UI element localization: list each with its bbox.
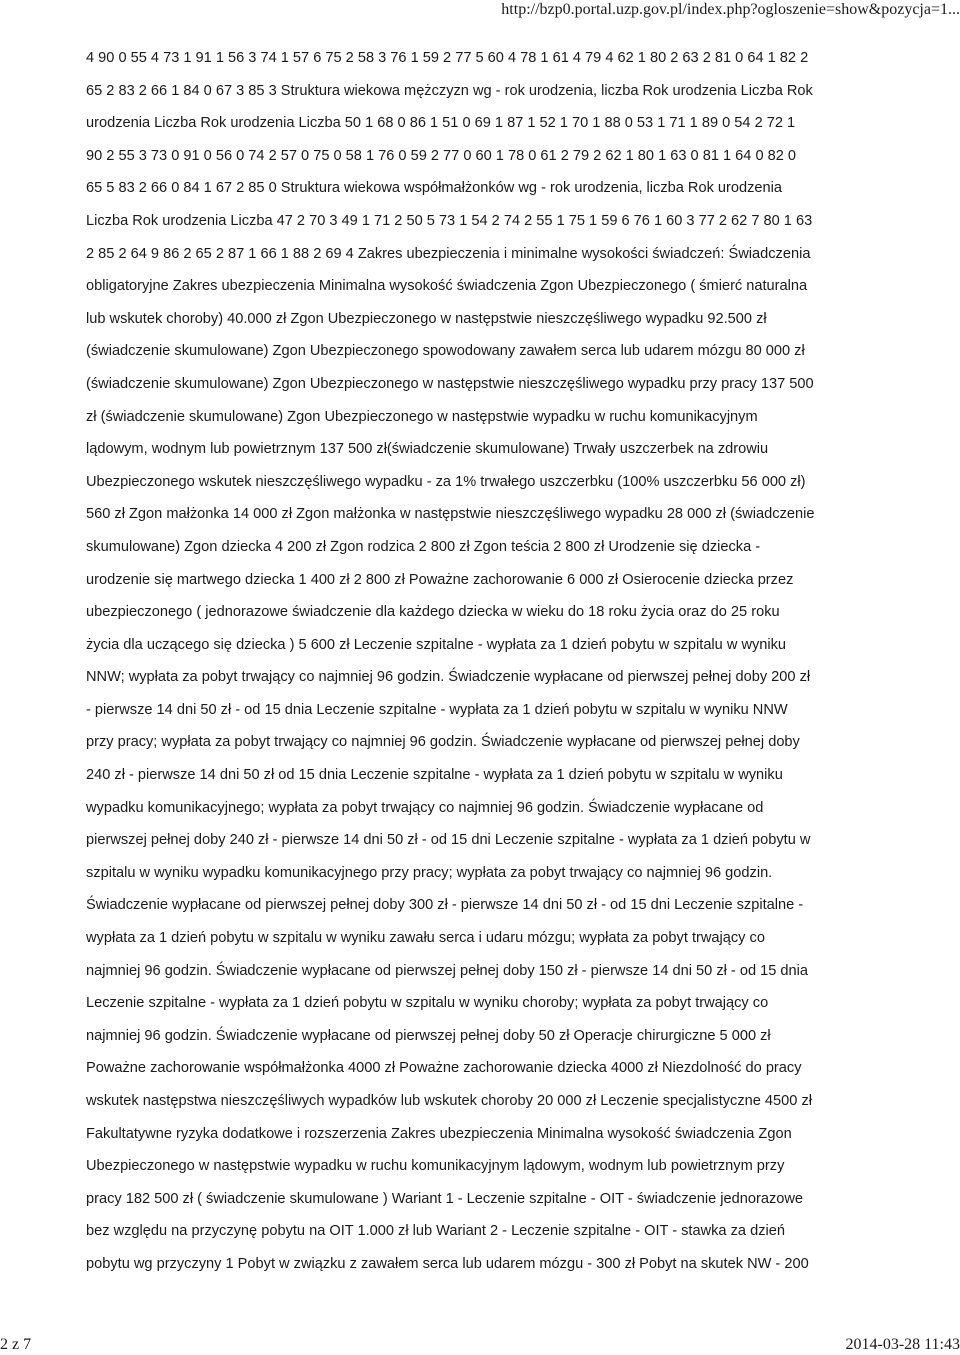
- document-line: życia dla uczącego się dziecka ) 5 600 zł Leczenie szpitalne - wypłata za 1 dzień pobytu w szpitalu w wyniku: [86, 636, 787, 653]
- document-line: pracy 182 500 zł ( świadczenie skumulowane ) Wariant 1 - Leczenie szpitalne - OIT - świadczenie jednorazowe: [86, 1190, 804, 1207]
- document-line: Ubezpieczonego w następstwie wypadku w ruchu komunikacyjnym lądowym, wodnym lub powietrznym przy: [86, 1158, 785, 1175]
- document-line: najmniej 96 godzin. Świadczenie wypłacane od pierwszej pełnej doby 150 zł - pierwsze 14 dni 50 zł - od 15 dnia: [86, 962, 809, 979]
- document-line: 240 zł - pierwsze 14 dni 50 zł od 15 dnia Leczenie szpitalne - wypłata za 1 dzień pobytu w szpitalu w wyniku: [86, 767, 783, 784]
- document-line: zł (świadczenie skumulowane) Zgon Ubezpieczonego w następstwie wypadku w ruchu komunikacyjnym: [86, 408, 758, 425]
- document-line: 65 2 83 2 66 1 84 0 67 3 85 3 Struktura wiekowa mężczyzn wg - rok urodzenia, liczba Rok urodzenia Liczba Rok: [86, 82, 813, 99]
- document-line: wypłata za 1 dzień pobytu w szpitalu w wyniku zawału serca i udaru mózgu; wypłata za pobyt trwający co: [86, 930, 765, 947]
- document-line: NNW; wypłata za pobyt trwający co najmniej 96 godzin. Świadczenie wypłacane od pierwszej pełnej doby 200 zł: [86, 669, 811, 686]
- document-line: urodzenie się martwego dziecka 1 400 zł 2 800 zł Poważne zachorowanie 6 000 zł Osierocenie dziecka przez: [86, 571, 794, 588]
- document-line: bez względu na przyczynę pobytu na OIT 1.000 zł lub Wariant 2 - Leczenie szpitalne - OIT - stawka za dzień: [86, 1223, 785, 1240]
- document-line: pobytu wg przyczyny 1 Pobyt w związku z zawałem serca lub udarem mózgu - 300 zł Pobyt na skutek NW - 200: [86, 1255, 809, 1272]
- document-line: 2 85 2 64 9 86 2 65 2 87 1 66 1 88 2 69 4 Zakres ubezpieczenia i minimalne wysokości świadczeń: Świadczenia: [86, 245, 811, 262]
- document-body: [86, 42, 898, 1281]
- document-line: ubezpieczonego ( jednorazowe świadczenie dla każdego dziecka w wieku do 18 roku życia oraz do 25 roku: [86, 604, 780, 621]
- document-line: Leczenie szpitalne - wypłata za 1 dzień pobytu w szpitalu w wyniku choroby; wypłata za pobyt trwający co: [86, 995, 769, 1012]
- document-line: Poważne zachorowanie współmałżonka 4000 zł Poważne zachorowanie dziecka 4000 zł Niezdolność do pracy: [86, 1060, 802, 1077]
- document-line: 90 2 55 3 73 0 91 0 56 0 74 2 57 0 75 0 58 1 76 0 59 2 77 0 60 1 78 0 61 2 79 2 62 1 80 1 63 0 81 1 64 0 82 0: [86, 147, 797, 164]
- document-line: 4 90 0 55 4 73 1 91 1 56 3 74 1 57 6 75 2 58 3 76 1 59 2 77 5 60 4 78 1 61 4 79 4 62 1 80 2 63 2 81 0 64 1 82 2: [86, 50, 809, 66]
- document-line: (świadczenie skumulowane) Zgon Ubezpieczonego spowodowany zawałem serca lub udarem mózgu 80 000 zł: [86, 343, 805, 360]
- document-line: najmniej 96 godzin. Świadczenie wypłacane od pierwszej pełnej doby 50 zł Operacje chirurgiczne 5 000 zł: [86, 1027, 771, 1044]
- document-line: 560 zł Zgon małżonka 14 000 zł Zgon małżonka w następstwie nieszczęśliwego wypadku 28 000 zł (świadczenie: [86, 506, 815, 523]
- document-line: wskutek następstwa nieszczęśliwych wypadków lub wskutek choroby 20 000 zł Leczenie specjalistyczne 4500 zł: [86, 1093, 812, 1109]
- print-timestamp: 2014-03-28 11:43: [845, 1336, 960, 1353]
- document-line: Świadczenie wypłacane od pierwszej pełnej doby 300 zł - pierwsze 14 dni 50 zł - od 15 dni Leczenie szpitalne -: [86, 897, 804, 914]
- document-line: urodzenia Liczba Rok urodzenia Liczba 50 1 68 0 86 1 51 0 69 1 87 1 52 1 70 1 88 0 53 1 71 1 89 0 54 2 72 1: [86, 115, 796, 132]
- document-line: skumulowane) Zgon dziecka 4 200 zł Zgon rodzica 2 800 zł Zgon teścia 2 800 zł Urodzenie się dziecka -: [86, 538, 761, 555]
- document-line: pierwszej pełnej doby 240 zł - pierwsze 14 dni 50 zł - od 15 dni Leczenie szpitalne - wypłata za 1 dzień pobytu w: [86, 832, 811, 849]
- document-line: przy pracy; wypłata za pobyt trwający co najmniej 96 godzin. Świadczenie wypłacane od pierwszej pełnej doby: [86, 734, 800, 751]
- document-line: Fakultatywne ryzyka dodatkowe i rozszerzenia Zakres ubezpieczenia Minimalna wysokość świadczenia Zgon: [86, 1125, 792, 1142]
- document-line: obligatoryjne Zakres ubezpieczenia Minimalna wysokość świadczenia Zgon Ubezpieczonego ( śmierć naturalna: [86, 278, 808, 295]
- document-line: Liczba Rok urodzenia Liczba 47 2 70 3 49 1 71 2 50 5 73 1 54 2 74 2 55 1 75 1 59 6 76 1 60 3 77 2 62 7 80 1 63: [86, 212, 813, 229]
- document-line: Ubezpieczonego wskutek nieszczęśliwego wypadku - za 1% trwałego uszczerbku (100% uszczerbku 56 000 zł): [86, 473, 806, 490]
- document-line: szpitalu w wyniku wypadku komunikacyjnego przy pracy; wypłata za pobyt trwający co najmniej 96 godzin.: [86, 864, 773, 881]
- document-line: (świadczenie skumulowane) Zgon Ubezpieczonego w następstwie nieszczęśliwego wypadku przy pracy 137 500: [86, 375, 814, 392]
- page-url-header: http://bzp0.portal.uzp.gov.pl/index.php?ogloszenie=show&pozycja=1...: [501, 1, 960, 18]
- document-line: lądowym, wodnym lub powietrznym 137 500 zł(świadczenie skumulowane) Trwały uszczerbek na zdrowiu: [86, 441, 769, 458]
- document-line: - pierwsze 14 dni 50 zł - od 15 dnia Leczenie szpitalne - wypłata za 1 dzień pobytu w szpitalu w wyniku NNW: [86, 701, 788, 718]
- document-line: wypadku komunikacyjnego; wypłata za pobyt trwający co najmniej 96 godzin. Świadczenie wypłacane od: [86, 799, 764, 816]
- document-line: 65 5 83 2 66 0 84 1 67 2 85 0 Struktura wiekowa współmałżonków wg - rok urodzenia, liczba Rok urodzenia: [86, 180, 783, 197]
- page-indicator: 2 z 7: [0, 1336, 32, 1353]
- document-line: lub wskutek choroby) 40.000 zł Zgon Ubezpieczonego w następstwie nieszczęśliwego wypadku 92.500 zł: [86, 310, 767, 327]
